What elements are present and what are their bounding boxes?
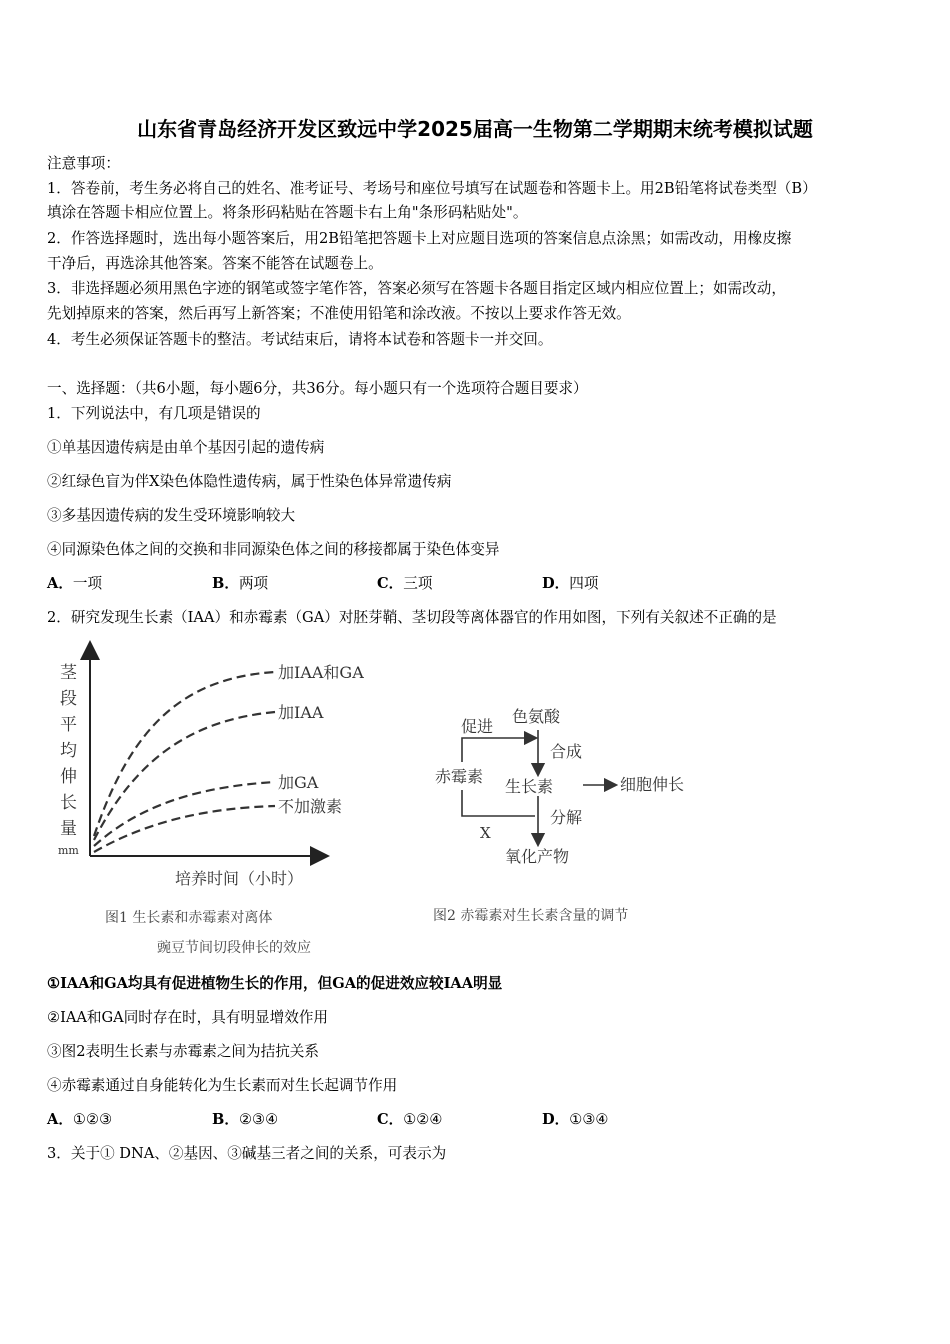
q1-statement: ④同源染色体之间的交换和非同源染色体之间的移接都属于染色体变异 bbox=[47, 541, 500, 558]
q2-option-a[interactable]: A．①②③ bbox=[47, 1111, 113, 1128]
notice-line: 填涂在答题卡相应位置上。将条形码粘贴在答题卡右上角"条形码粘贴处"。 bbox=[47, 204, 528, 221]
notice-heading: 注意事项： bbox=[47, 155, 120, 172]
svg-text:量: 量 bbox=[60, 819, 77, 839]
series-label: 加IAA bbox=[278, 703, 324, 722]
q2-option-c[interactable]: C．①②④ bbox=[377, 1111, 443, 1128]
q1-statement: ③多基因遗传病的发生受环境影响较大 bbox=[47, 507, 296, 524]
page-title: 山东省青岛经济开发区致远中学2025届高一生物第二学期期末统考模拟试题 bbox=[137, 117, 813, 141]
promote-label: 促进 bbox=[461, 717, 494, 736]
notice-line: 1．答卷前，考生务必将自己的姓名、准考证号、考场号和座位号填写在试题卷和答题卡上。用2B铅笔将试卷类型（B） bbox=[47, 180, 817, 197]
synthesis-label: 合成 bbox=[550, 742, 583, 761]
svg-text:平: 平 bbox=[60, 715, 77, 735]
auxin-label: 生长素 bbox=[505, 777, 554, 796]
q2-statement: ①IAA和GA均具有促进植物生长的作用，但GA的促进效应较IAA明显 bbox=[47, 975, 503, 992]
q1-option-a[interactable]: A．一项 bbox=[47, 575, 103, 592]
series-label: 加GA bbox=[278, 773, 319, 792]
gibberellin-label: 赤霉素 bbox=[435, 767, 484, 786]
promote-arrow bbox=[462, 738, 535, 762]
q2-option-b[interactable]: B．②③④ bbox=[212, 1111, 279, 1128]
curve-ga bbox=[94, 782, 275, 846]
figure-2-caption: 图2 赤霉素对生长素含量的调节 bbox=[433, 908, 629, 924]
svg-text:长: 长 bbox=[60, 793, 77, 813]
series-label: 加IAA和GA bbox=[278, 663, 364, 682]
notice-line: 4．考生必须保证答题卡的整洁。考试结束后，请将本试卷和答题卡一并交回。 bbox=[47, 331, 553, 348]
curve-no-hormone bbox=[94, 806, 275, 852]
curve-iaa-ga bbox=[94, 672, 275, 836]
y-axis-label bbox=[60, 663, 79, 839]
q1-statement: ①单基因遗传病是由单个基因引起的遗传病 bbox=[47, 439, 325, 456]
series-label: 不加激素 bbox=[278, 797, 343, 816]
svg-text:伸: 伸 bbox=[60, 767, 77, 787]
figure-1-graph bbox=[50, 640, 400, 965]
question-3-stem: 3．关于① DNA、②基因、③碱基三者之间的关系，可表示为 bbox=[47, 1145, 447, 1162]
svg-text:茎: 茎 bbox=[60, 663, 77, 683]
q2-statement: ②IAA和GA同时存在时，具有明显增效作用 bbox=[47, 1009, 329, 1026]
section-heading: 一、选择题：（共6小题，每小题6分，共36分。每小题只有一个选项符合题目要求） bbox=[47, 380, 588, 397]
q2-statement: ③图2表明生长素与赤霉素之间为拮抗关系 bbox=[47, 1043, 319, 1060]
q1-option-b[interactable]: B．两项 bbox=[212, 575, 269, 592]
notice-line: 干净后，再选涂其他答案。答案不能答在试题卷上。 bbox=[47, 255, 383, 272]
q2-option-d[interactable]: D．①③④ bbox=[542, 1111, 609, 1128]
q2-statement: ④赤霉素通过自身能转化为生长素而对生长起调节作用 bbox=[47, 1077, 398, 1094]
q1-option-c[interactable]: C．三项 bbox=[377, 575, 433, 592]
svg-text:段: 段 bbox=[60, 689, 77, 709]
tryptophan-label: 色氨酸 bbox=[512, 707, 561, 726]
notice-line: 先划掉原来的答案，然后再写上新答案；不准使用铅笔和涂改液。不按以上要求作答无效。 bbox=[47, 305, 631, 322]
figure-2-diagram bbox=[425, 690, 725, 930]
oxidation-product-label: 氧化产物 bbox=[505, 847, 570, 866]
decompose-label: 分解 bbox=[550, 808, 583, 827]
notice-line: 3．非选择题必须用黑色字迹的钢笔或签字笔作答，答案必须写在答题卡各题目指定区域内相应位置上；如需改动， bbox=[47, 280, 786, 297]
q1-statement: ②红绿色盲为伴X染色体隐性遗传病，属于性染色体异常遗传病 bbox=[47, 473, 452, 490]
svg-text:均: 均 bbox=[60, 741, 77, 761]
notice-line: 2．作答选择题时，选出每小题答案后，用2B铅笔把答题卡上对应题目选项的答案信息点涂黑；如需改动，用橡皮擦 bbox=[47, 230, 792, 247]
question-1-stem: 1．下列说法中，有几项是错误的 bbox=[47, 405, 261, 422]
q1-option-d[interactable]: D．四项 bbox=[542, 575, 599, 592]
figure-1-caption: 豌豆节间切段伸长的效应 bbox=[157, 940, 311, 956]
figure-1-caption: 图1 生长素和赤霉素对离体 bbox=[105, 910, 273, 926]
cell-elongation-label: 细胞伸长 bbox=[620, 775, 685, 794]
x-label: X bbox=[480, 824, 491, 842]
y-axis-unit: mm bbox=[58, 844, 79, 857]
x-axis-label: 培养时间（小时） bbox=[175, 869, 304, 888]
curve-iaa bbox=[94, 712, 275, 840]
question-2-stem: 2．研究发现生长素（IAA）和赤霉素（GA）对胚芽鞘、茎切段等离体器官的作用如图，下列有关叙述不正确的是 bbox=[47, 609, 777, 626]
